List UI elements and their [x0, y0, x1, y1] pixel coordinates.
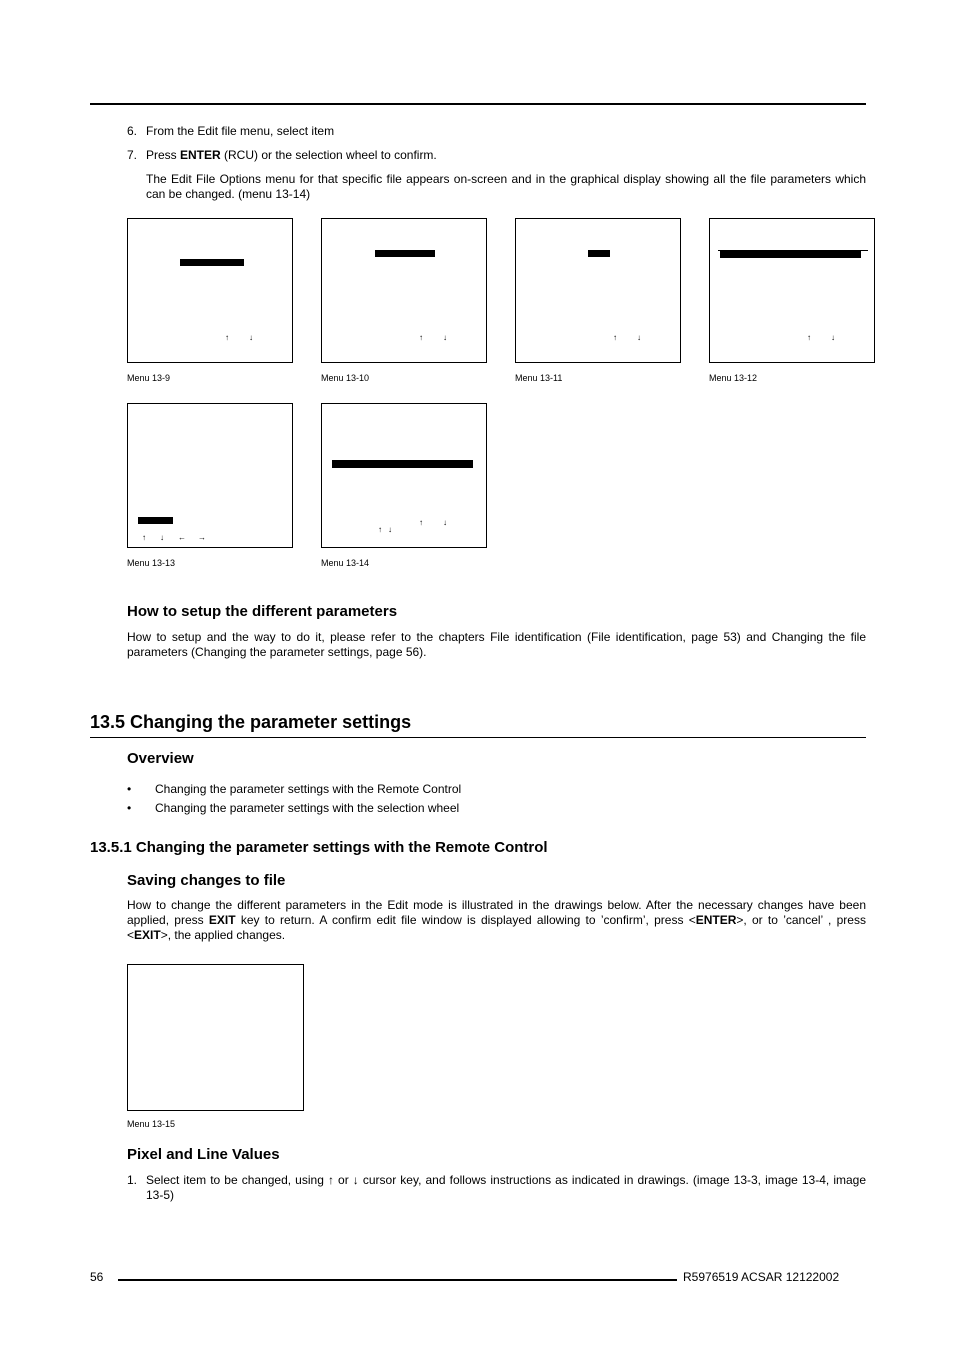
- bullet-icon: •: [127, 801, 132, 815]
- highlight-bar: [180, 259, 244, 266]
- menu-13-14-figure: [321, 403, 487, 548]
- down-arrow-icon: ↓: [831, 333, 835, 342]
- overview-heading: Overview: [127, 750, 194, 767]
- up-arrow-icon: ↑: [142, 533, 146, 542]
- down-arrow-icon: ↓: [160, 533, 164, 542]
- left-arrow-icon: ←: [178, 533, 186, 542]
- header-rule: [90, 103, 866, 105]
- exit-key-label: EXIT: [208, 913, 236, 927]
- menu-13-10-figure: [321, 218, 487, 363]
- text-part: key to return. A confirm edit file window is displayed allowing to ’confirm’, press <: [235, 913, 696, 927]
- section-heading: 13.5 Changing the parameter settings: [90, 712, 412, 732]
- text-part: >, the applied changes.: [160, 928, 286, 942]
- bullet-icon: •: [127, 782, 132, 796]
- menu-13-9-figure: [127, 218, 293, 363]
- document-reference: R5976519 ACSAR 12122002: [683, 1270, 840, 1284]
- page-number: 56: [90, 1270, 104, 1284]
- subsection-heading: 13.5.1 Changing the parameter settings with the Remote Control: [90, 839, 548, 856]
- step-text-part: (RCU) or the selection wheel to confirm.: [220, 148, 437, 162]
- up-arrow-icon: ↑: [225, 333, 229, 342]
- saving-heading: Saving changes to file: [127, 872, 286, 889]
- menu-caption: Menu 13-14: [321, 558, 370, 568]
- step-number: 6.: [127, 124, 138, 138]
- footer-rule: [118, 1279, 677, 1281]
- step-text: From the Edit file menu, select item: [146, 124, 335, 138]
- highlight-bar: [138, 517, 173, 524]
- highlight-bar: [720, 251, 861, 258]
- menu-caption: Menu 13-10: [321, 373, 370, 383]
- step-text: Select item to be changed, using ↑ or ↓ cursor key, and follows instructions as indicated in drawings. (image 13-3, image 13-4, image 13-5): [146, 1173, 866, 1202]
- down-arrow-icon: ↓: [443, 518, 447, 527]
- menu-13-12-figure: [709, 218, 875, 363]
- exit-key-label: EXIT: [134, 928, 161, 942]
- list-item: Changing the parameter settings with the selection wheel: [155, 801, 460, 815]
- step-number: 7.: [127, 148, 138, 162]
- up-arrow-icon: ↑: [807, 333, 811, 342]
- step-text-part: Press: [146, 148, 181, 162]
- down-arrow-icon: ↓: [388, 525, 392, 534]
- menu-13-11-figure: [515, 218, 681, 363]
- highlight-bar: [332, 460, 473, 468]
- up-arrow-icon: ↑: [419, 333, 423, 342]
- enter-key-label: ENTER: [180, 148, 221, 162]
- menu-caption: Menu 13-11: [515, 373, 563, 383]
- text-part: How to change the different parameters in the Edit mode is illustrated in the drawings below. After the necessary changes have been applied, press: [127, 898, 866, 927]
- up-arrow-icon: ↑: [419, 518, 423, 527]
- setup-paragraph: How to setup and the way to do it, please refer to the chapters File identification (File identification, page 53) and Changing the file parameters (Changing the parameter settings, page 56).: [127, 630, 866, 659]
- menu-caption: Menu 13-15: [127, 1119, 176, 1129]
- text-part: >, or to ’cancel’ , press <: [127, 913, 866, 942]
- down-arrow-icon: ↓: [249, 333, 253, 342]
- down-arrow-icon: ↓: [637, 333, 641, 342]
- up-arrow-icon: ↑: [378, 525, 382, 534]
- setup-heading: How to setup the different parameters: [127, 603, 398, 620]
- enter-key-label: ENTER: [695, 913, 737, 927]
- step-7-note: The Edit File Options menu for that specific file appears on-screen and in the graphical display showing all the file parameters which can be changed. (menu 13-14): [146, 172, 866, 201]
- section-rule: [90, 737, 866, 738]
- saving-paragraph: [127, 898, 866, 943]
- up-arrow-icon: ↑: [613, 333, 617, 342]
- pixel-heading: Pixel and Line Values: [127, 1146, 280, 1163]
- menu-caption: Menu 13-13: [127, 558, 176, 568]
- list-item: Changing the parameter settings with the Remote Control: [155, 782, 462, 796]
- menu-caption: Menu 13-9: [127, 373, 171, 383]
- highlight-bar: [375, 250, 435, 257]
- menu-13-13-figure: [127, 403, 293, 548]
- menu-13-15-figure: [127, 964, 304, 1111]
- step-text: [146, 148, 866, 163]
- down-arrow-icon: ↓: [443, 333, 447, 342]
- right-arrow-icon: →: [198, 533, 206, 542]
- highlight-bar: [588, 250, 610, 257]
- step-number: 1.: [127, 1173, 138, 1187]
- menu-caption: Menu 13-12: [709, 373, 758, 383]
